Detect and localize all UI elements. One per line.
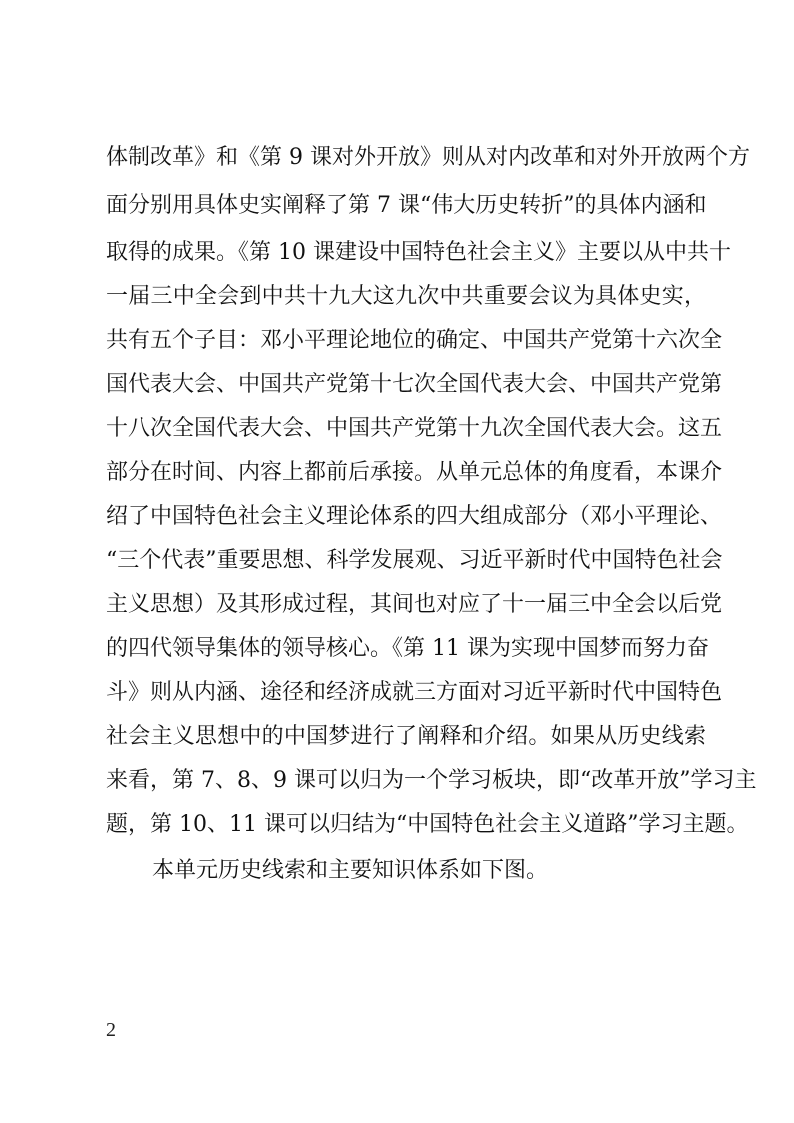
paragraph-line: 社会主义思想中的中国梦进行了阐释和介绍。如果从历史线索: [106, 724, 706, 749]
paragraph-line: 绍了中国特色社会主义理论体系的四大组成部分（邓小平理论、: [106, 504, 723, 529]
paragraph-line: 题，第 10、11 课可以归结为“中国特色社会主义道路”学习主题。: [106, 812, 749, 837]
paragraph-line: 来看，第 7、8、9 课可以归为一个学习板块，即“改革开放”学习主: [106, 768, 757, 793]
paragraph-line: 主义思想）及其形成过程，其间也对应了十一届三中全会以后党: [106, 592, 723, 617]
paragraph-line: 部分在时间、内容上都前后承接。从单元总体的角度看，本课介: [106, 460, 723, 485]
page-number: 2: [106, 1019, 116, 1041]
paragraph-line: 体制改革》和《第 9 课对外开放》则从对内改革和对外开放两个方: [106, 145, 750, 170]
paragraph-line: 斗》则从内涵、途径和经济成就三方面对习近平新时代中国特色: [106, 680, 723, 705]
paragraph-line: 国代表大会、中国共产党第十七次全国代表大会、中国共产党第: [106, 372, 723, 397]
paragraph-line: 的四代领导集体的领导核心。《第 11 课为实现中国梦而努力奋: [106, 636, 709, 661]
paragraph-line: 一届三中全会到中共十九大这九次中共重要会议为具体史实，: [106, 284, 706, 309]
paragraph-line: 共有五个子目：邓小平理论地位的确定、中国共产党第十六次全: [106, 328, 723, 353]
paragraph-line: 本单元历史线索和主要知识体系如下图。: [152, 858, 549, 883]
paragraph-line: 十八次全国代表大会、中国共产党第十九次全国代表大会。这五: [106, 416, 723, 441]
paragraph-line: “三个代表”重要思想、科学发展观、习近平新时代中国特色社会: [106, 548, 723, 573]
paragraph-line: 取得的成果。《第 10 课建设中国特色社会主义》主要以从中共十: [106, 240, 731, 265]
paragraph-line: 面分别用具体史实阐释了第 7 课“伟大历史转折”的具体内涵和: [106, 193, 707, 218]
